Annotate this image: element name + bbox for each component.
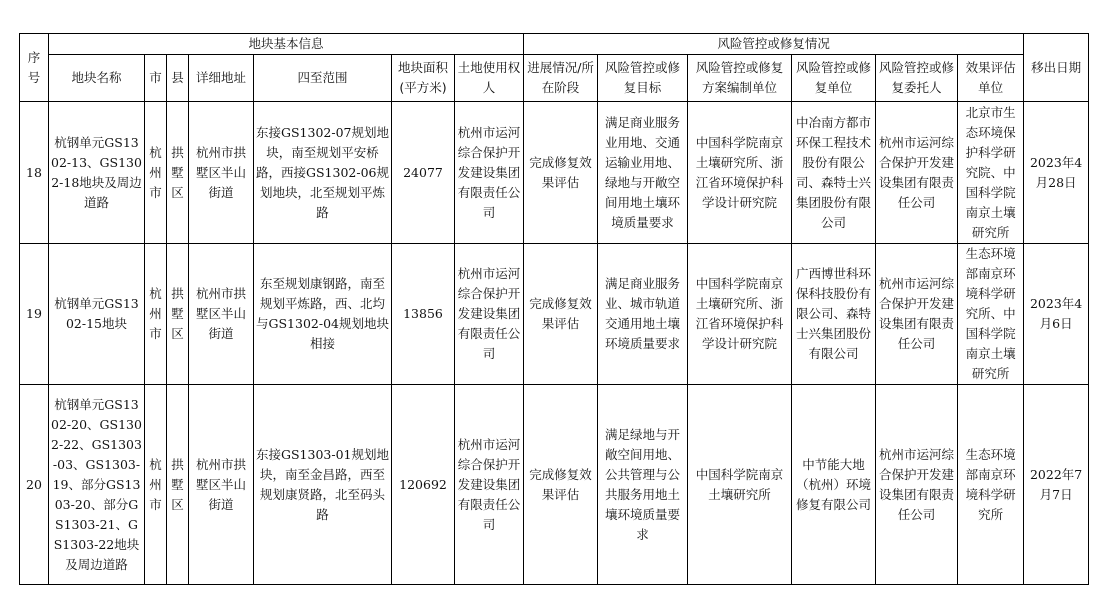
cell-county: 拱墅区 bbox=[167, 385, 189, 585]
cell-progress: 完成修复效果评估 bbox=[524, 385, 598, 585]
header-row-group bbox=[20, 34, 1089, 55]
cell-land-user: 杭州市运河综合保护开发建设集团有限责任公司 bbox=[455, 102, 524, 244]
cell-boundary: 东接GS1303-01规划地块，南至金昌路，西至规划康贤路，北至码头路 bbox=[254, 385, 392, 585]
cell-repair-unit: 中冶南方都市环保工程技术股份有限公司、森特士兴集团股份有限公司 bbox=[792, 102, 876, 244]
cell-address: 杭州市拱墅区半山街道 bbox=[189, 102, 254, 244]
cell-removal-date: 2023年4月6日 bbox=[1024, 244, 1089, 385]
header-plan-unit: 风险管控或修复方案编制单位 bbox=[688, 55, 792, 102]
cell-land-user: 杭州市运河综合保护开发建设集团有限责任公司 bbox=[455, 385, 524, 585]
cell-plan-unit: 中国科学院南京土壤研究所 bbox=[688, 385, 792, 585]
cell-address: 杭州市拱墅区半山街道 bbox=[189, 244, 254, 385]
cell-name: 杭钢单元GS1302-15地块 bbox=[49, 244, 145, 385]
cell-name: 杭钢单元GS1302-20、GS1302-22、GS1303-03、GS1303-19、部分GS1303-20、部分GS1303-21、GS1303-22地块及周边道路 bbox=[49, 385, 145, 585]
cell-name: 杭钢单元GS1302-13、GS1302-18地块及周边道路 bbox=[49, 102, 145, 244]
cell-target: 满足绿地与开敞空间用地、公共管理与公共服务用地土壤环境质量要求 bbox=[598, 385, 688, 585]
cell-city: 杭州市 bbox=[145, 385, 167, 585]
cell-repair-unit: 中节能大地（杭州）环境修复有限公司 bbox=[792, 385, 876, 585]
cell-area: 13856 bbox=[392, 244, 455, 385]
cell-area: 24077 bbox=[392, 102, 455, 244]
header-group-risk-control: 风险管控或修复情况 bbox=[524, 34, 1024, 55]
header-client: 风险管控或修复委托人 bbox=[876, 55, 958, 102]
header-target: 风险管控或修复目标 bbox=[598, 55, 688, 102]
cell-area: 120692 bbox=[392, 385, 455, 585]
header-area: 地块面积(平方米) bbox=[392, 55, 455, 102]
header-county: 县 bbox=[167, 55, 189, 102]
header-progress: 进展情况/所在阶段 bbox=[524, 55, 598, 102]
table-row bbox=[20, 385, 1089, 585]
header-address: 详细地址 bbox=[189, 55, 254, 102]
cell-boundary: 东接GS1302-07规划地块，南至规划平安桥路，西接GS1302-06规划地块，北至规划平炼路 bbox=[254, 102, 392, 244]
table-row bbox=[20, 244, 1089, 385]
header-eval-unit: 效果评估单位 bbox=[958, 55, 1024, 102]
cell-city: 杭州市 bbox=[145, 244, 167, 385]
cell-city: 杭州市 bbox=[145, 102, 167, 244]
cell-seq: 19 bbox=[20, 244, 49, 385]
cell-client: 杭州市运河综合保护开发建设集团有限责任公司 bbox=[876, 244, 958, 385]
cell-boundary: 东至规划康钢路，南至规划平炼路，西、北均与GS1302-04规划地块相接 bbox=[254, 244, 392, 385]
header-group-basic-info: 地块基本信息 bbox=[49, 34, 524, 55]
cell-plan-unit: 中国科学院南京土壤研究所、浙江省环境保护科学设计研究院 bbox=[688, 102, 792, 244]
cell-land-user: 杭州市运河综合保护开发建设集团有限责任公司 bbox=[455, 244, 524, 385]
cell-seq: 20 bbox=[20, 385, 49, 585]
cell-repair-unit: 广西博世科环保科技股份有限公司、森特士兴集团股份有限公司 bbox=[792, 244, 876, 385]
cell-eval-unit: 生态环境部南京环境科学研究所、中国科学院南京土壤研究所 bbox=[958, 244, 1024, 385]
cell-seq: 18 bbox=[20, 102, 49, 244]
cell-target: 满足商业服务业、城市轨道交通用地土壤环境质量要求 bbox=[598, 244, 688, 385]
cell-eval-unit: 北京市生态环境保护科学研究院、中国科学院南京土壤研究所 bbox=[958, 102, 1024, 244]
cell-client: 杭州市运河综合保护开发建设集团有限责任公司 bbox=[876, 102, 958, 244]
cell-client: 杭州市运河综合保护开发建设集团有限责任公司 bbox=[876, 385, 958, 585]
table-row bbox=[20, 102, 1089, 244]
cell-plan-unit: 中国科学院南京土壤研究所、浙江省环境保护科学设计研究院 bbox=[688, 244, 792, 385]
remediation-table bbox=[19, 33, 1089, 585]
header-removal-date: 移出日期 bbox=[1024, 34, 1089, 102]
cell-address: 杭州市拱墅区半山街道 bbox=[189, 385, 254, 585]
header-row-columns bbox=[20, 55, 1089, 102]
cell-removal-date: 2022年7月7日 bbox=[1024, 385, 1089, 585]
cell-county: 拱墅区 bbox=[167, 244, 189, 385]
header-city: 市 bbox=[145, 55, 167, 102]
header-land-user: 土地使用权人 bbox=[455, 55, 524, 102]
header-seq: 序号 bbox=[20, 34, 49, 102]
cell-progress: 完成修复效果评估 bbox=[524, 244, 598, 385]
cell-eval-unit: 生态环境部南京环境科学研究所 bbox=[958, 385, 1024, 585]
cell-removal-date: 2023年4月28日 bbox=[1024, 102, 1089, 244]
cell-target: 满足商业服务业用地、交通运输业用地、绿地与开敞空间用地土壤环境质量要求 bbox=[598, 102, 688, 244]
header-name: 地块名称 bbox=[49, 55, 145, 102]
header-repair-unit: 风险管控或修复单位 bbox=[792, 55, 876, 102]
cell-county: 拱墅区 bbox=[167, 102, 189, 244]
header-boundary: 四至范围 bbox=[254, 55, 392, 102]
cell-progress: 完成修复效果评估 bbox=[524, 102, 598, 244]
